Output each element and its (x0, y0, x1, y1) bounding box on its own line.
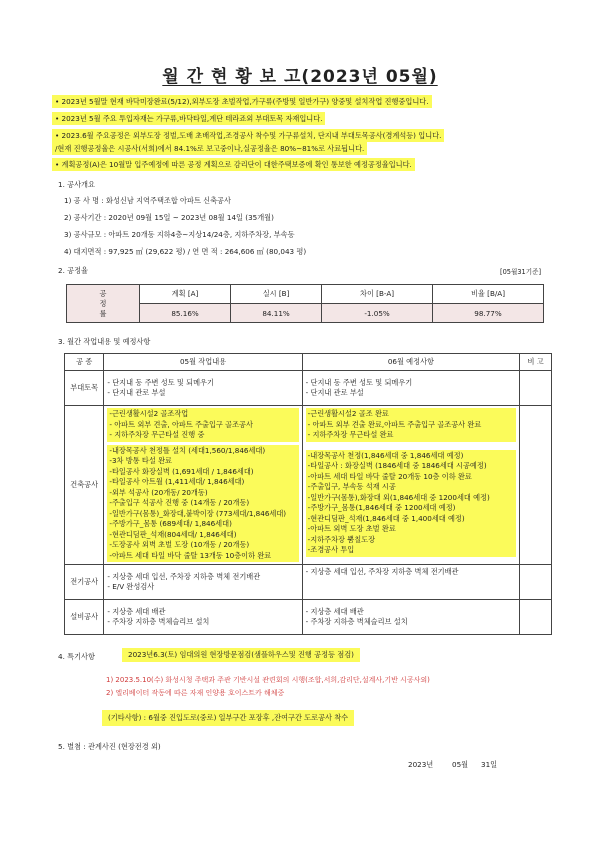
report-date-day: 31일 (481, 760, 498, 769)
other-matters: (기타사항) : 6월중 진입도로(중로) 일부구간 포장후 ,잔여구간 도로공사 착수 (102, 710, 354, 726)
work-june-building-block-a: -근린생활시설2 골조 완료 - 아파트 외부 견출 완료,아파트 주출입구 골조공사 완료 - 지하주차장 무근타설 완료 (306, 408, 516, 442)
rate-value-ratio: 98.77% (433, 304, 544, 323)
rate-as-of-date: [05월31기준] (500, 268, 542, 276)
work-june-building-block-b: -내장목공사 천정(1,846세대 중 1,846세대 예정) -타일공사 : 화장실벽 (1846세대 중 1846세대 시공예정) -아파트 세대 타일 바닥 줄탈 20개동 10층 이하 완료 -주출입구, 부속동 석재 시공 -일반가구(몸통),화장대 외(1,846세대 중 1200세대 예정) -주방가구_몸통(1,846세대 중 1200세대 예정) -현관디딤판_석재(1,846세대 중 1,400세대 예정) -아파트 외벽 도장 초벌 완료 -지하주차장 뿜칠도장 -조경공사 투입 (306, 450, 516, 557)
progress-rate-table (66, 284, 544, 323)
highlight-line-3: • 2023.6월 주요공정은 외부도장 정벌,도배 초배작업,조경공사 착수및 가구류설치, 단지내 부대토목공사(경계석등) 입니다. (52, 129, 444, 142)
special-note-highlight: 2023년6.3(토) 임대의원 현장방문점검(샘플하우스및 진행 공정등 점검) (122, 648, 360, 662)
overview-item-2: 2) 공사기간 : 2020년 09월 15일 ~ 2023년 08월 14일 (35개월) (64, 213, 274, 222)
rate-header-actual: 실시 [B] (231, 285, 322, 304)
work-category-civil: 부대토목 (65, 371, 104, 406)
work-may-building-block-b: -내장목공사 천정틀 설치 (세대1,560/1,846세대) -3차 방통 타설 완료 -타일공사 화장실벽 (1,691세대 / 1,846세대) -타일공사 아트월 (1,411세대/ 1,846세대) -외부 석공사 (20개동/ 20개동) -주출입구 석공사 진행 중 (14개동 / 20개동) -일반가구(몸통)_화장대,붙박이장 (773세대/1,846세대) -주방가구_몸통 (689세대/ 1,846세대) -현관디딤판_석재(804세대/ 1,846세대) -도장공사 외벽 초벌 도장 (10개동 / 20개동) -아파트 세대 타일 바닥 줄탈 13개동 10층이하 완료 (107, 445, 298, 563)
overview-item-3: 3) 공사규모 : 아파트 20개동 지하4층~지상14/24층, 지하주차장, 부속동 (64, 230, 295, 239)
work-header-june: 06월 예정사항 (302, 354, 519, 371)
work-may-electrical: - 지상층 세대 입선, 주차장 지하층 벽체 전기배관 - E/V 완성검사 (104, 565, 302, 600)
work-category-electrical: 전기공사 (65, 565, 104, 600)
work-may-civil: - 단지내 동 주변 성토 및 되메우기 - 단지내 관로 부설 (104, 371, 302, 406)
work-may-building-block-a: -근린생활시설2 골조작업 - 아파트 외부 견출, 아파트 주출입구 골조공사 - 지하주차장 무근타설 진행 중 (107, 408, 298, 442)
work-june-electrical: - 지상층 세대 입선, 주차장 지하층 벽체 전기배관 (302, 565, 519, 600)
rate-header-ratio: 비율 [B/A] (433, 285, 544, 304)
work-remark-electrical (520, 565, 552, 600)
work-header-remark: 비 고 (520, 354, 552, 371)
special-note-2: 2) 엘리베이터 작동에 따른 자재 인양용 호이스트카 해체중 (106, 689, 285, 697)
work-may-building (104, 406, 302, 565)
work-june-mechanical: - 지상층 세대 배관 - 주차장 지하층 벽체슬리브 설치 (302, 600, 519, 635)
report-date-year: 2023년 (408, 760, 434, 769)
section3-heading: 3. 월간 작업내용 및 예정사항 (58, 337, 151, 346)
rate-header-plan: 계획 [A] (140, 285, 231, 304)
work-may-mechanical: - 지상층 세대 배관 - 주차장 지하층 벽체슬리브 설치 (104, 600, 302, 635)
highlight-line-1: • 2023년 5월말 현재 바닥미장완료(5/12),외부도장 초벌작업,가구류(주방및 일반가구) 양중및 설치작업 진행중입니다. (52, 95, 432, 108)
section2-heading: 2. 공정율 (58, 266, 88, 275)
overview-item-1: 1) 공 사 명 : 화성신남 지역주택조합 아파트 신축공사 (64, 196, 231, 205)
work-category-mechanical: 설비공사 (65, 600, 104, 635)
monthly-work-table (64, 353, 552, 635)
work-header-may: 05월 작업내용 (104, 354, 302, 371)
section4-heading: 4. 특기사항 (58, 652, 95, 661)
section5-attachment: 5. 별첨 : 관계사진 (현장전경 외) (58, 742, 161, 751)
rate-row-label: 공 정 률 (67, 285, 140, 323)
highlight-line-4: /현재 진행공정율은 시공사(서희)에서 84.1%로 보고중이나,실공정율은 80%~81%로 사료됩니다. (52, 142, 367, 155)
rate-value-actual: 84.11% (231, 304, 322, 323)
special-note-1: 1) 2023.5.10(수) 화성시청 주택과 주관 기반시설 관련회의 시행(조합,서희,감리단,설계사,기반 시공사외) (106, 676, 430, 684)
work-june-building (302, 406, 519, 565)
overview-item-4: 4) 대지면적 : 97,925 ㎡ (29,622 평) / 연 면 적 : 264,606 ㎡ (80,043 평) (64, 247, 307, 256)
highlight-line-2: • 2023년 5월 주요 투입자재는 가구류,바닥타일,계단 테라죠외 부대토목 자재입니다. (52, 112, 325, 125)
report-date-month: 05월 (452, 760, 469, 769)
rate-value-diff: -1.05% (322, 304, 433, 323)
rate-header-diff: 차이 [B-A] (322, 285, 433, 304)
work-category-building: 건축공사 (65, 406, 104, 565)
work-remark-civil (520, 371, 552, 406)
work-header-category: 공 종 (65, 354, 104, 371)
section1-heading: 1. 공사개요 (58, 180, 95, 189)
rate-value-plan: 85.16% (140, 304, 231, 323)
work-june-civil: - 단지내 동 주변 성토 및 되메우기 - 단지내 관로 부설 (302, 371, 519, 406)
work-remark-mechanical (520, 600, 552, 635)
work-remark-building (520, 406, 552, 565)
report-title: 월 간 현 황 보 고(2023년 05월) (162, 67, 438, 87)
highlight-line-5: • 계획공정(A)은 10월말 입주예정에 따른 공정 계획으로 감리단이 대한주택보증에 확인 통보한 예정공정율입니다. (52, 158, 415, 171)
